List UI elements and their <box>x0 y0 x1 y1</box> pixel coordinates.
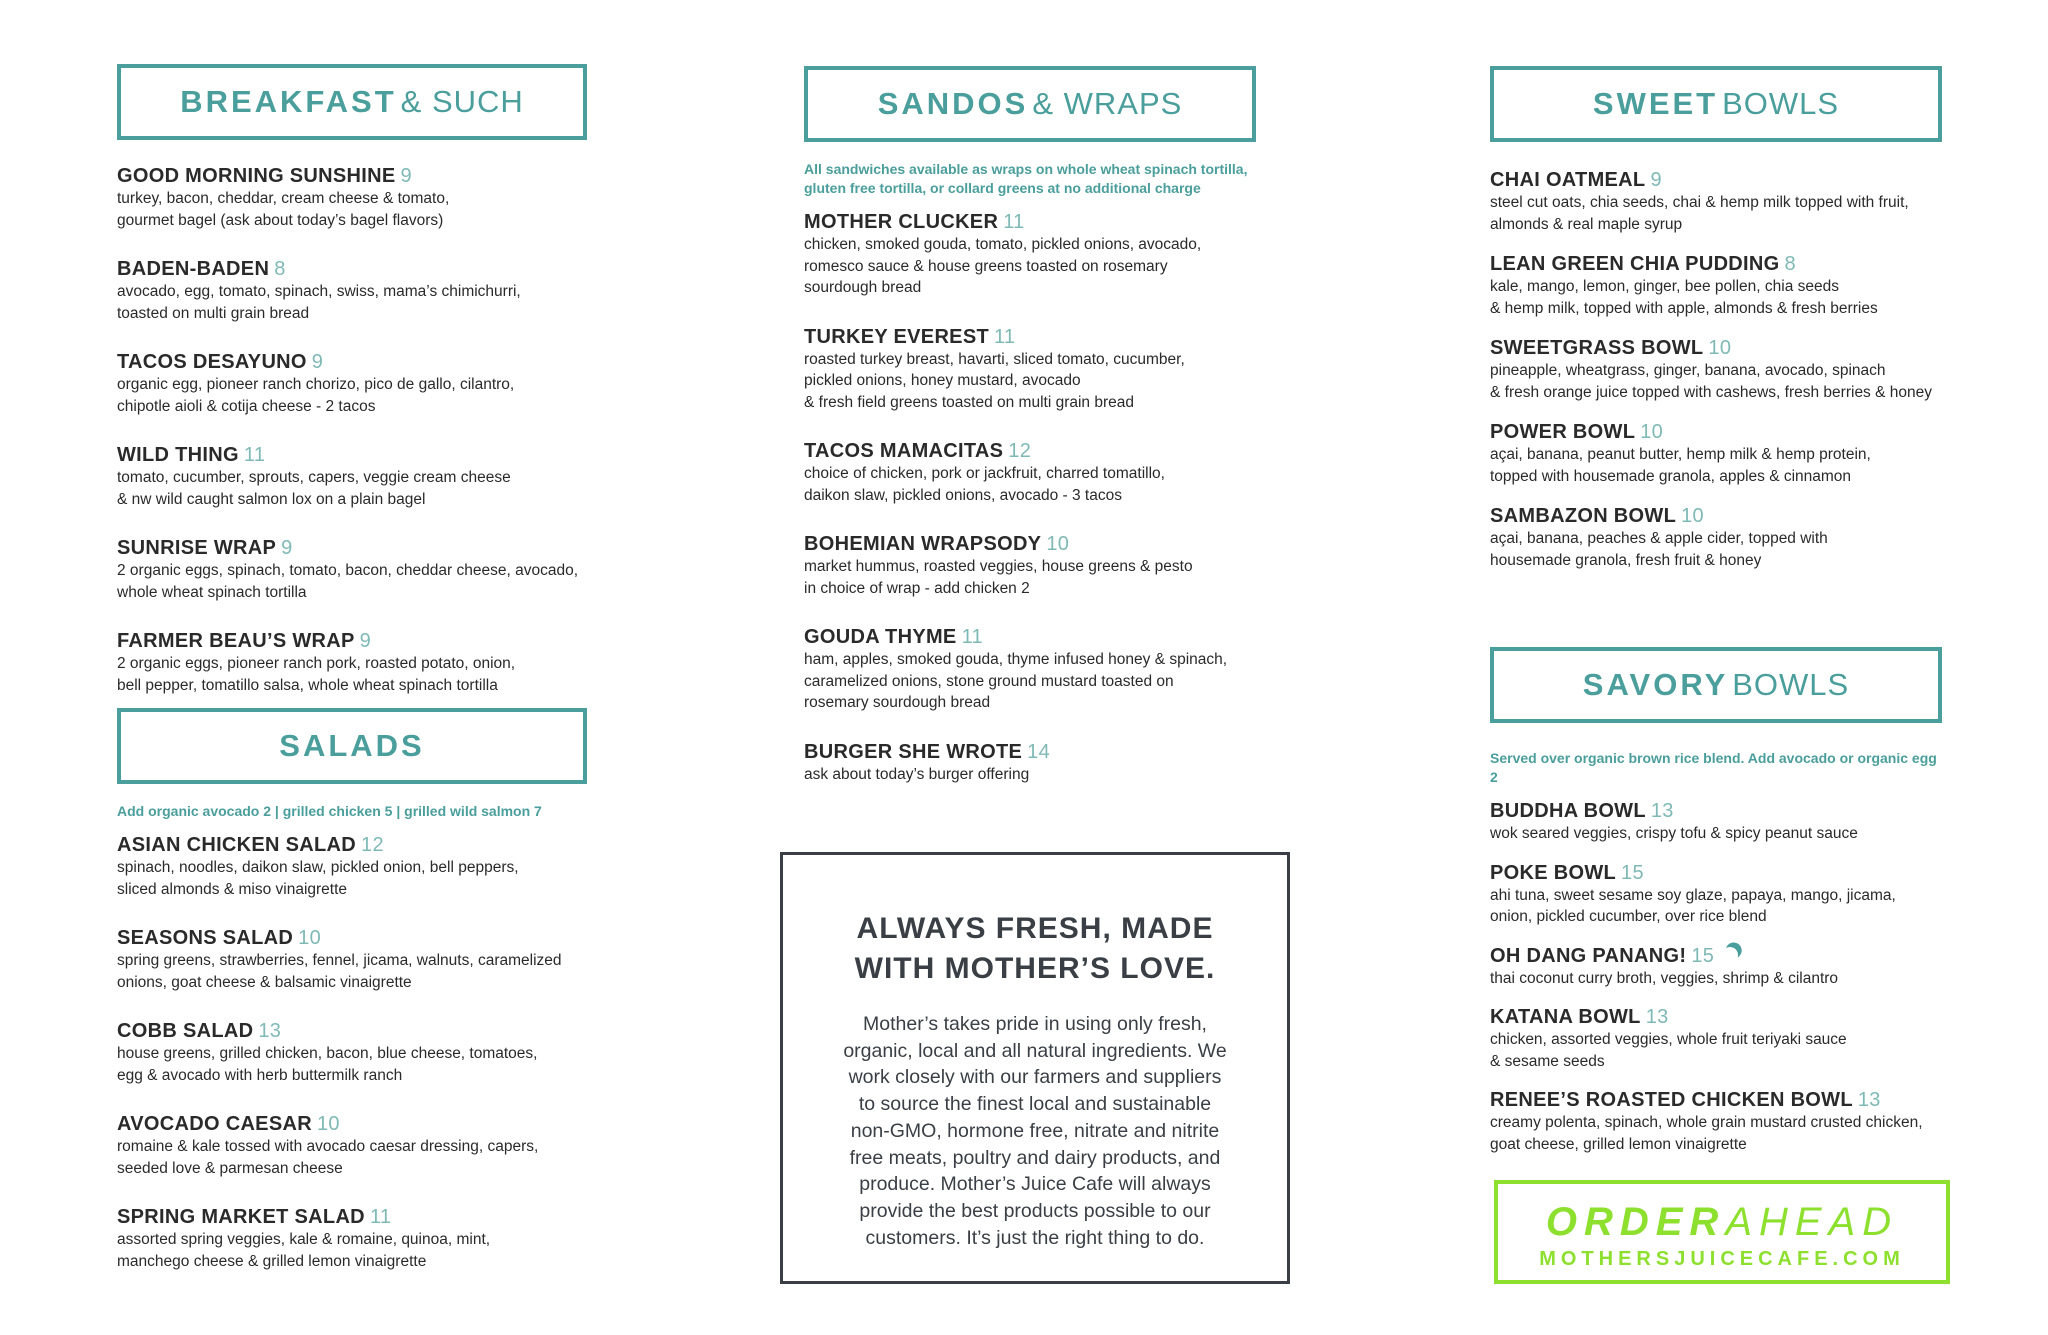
item-desc: kale, mango, lemon, ginger, bee pollen, chia seeds <box>1490 278 1839 295</box>
item-desc: sliced almonds & miso vinaigrette <box>117 880 348 898</box>
sandos-header-bold: SANDOS <box>877 86 1029 121</box>
order-ahead-light: AHEAD <box>1725 1200 1899 1244</box>
sweet-header <box>1490 66 1942 142</box>
item-price: 10 <box>316 1113 340 1135</box>
menu-item <box>117 833 587 900</box>
moon-icon <box>1720 944 1741 965</box>
item-name: SWEETGRASS BOWL <box>1490 337 1704 359</box>
item-name: GOUDA THYME <box>804 626 957 648</box>
item-desc: organic egg, pioneer ranch chorizo, pico de gallo, cilantro, <box>117 376 515 393</box>
menu-item <box>1490 504 1948 571</box>
item-desc: assorted spring veggies, kale & romaine, quinoa, mint, <box>117 1231 491 1248</box>
sweet-header-bold: SWEET <box>1592 86 1719 121</box>
item-desc: sourdough bread <box>804 279 922 296</box>
fresh-line: produce. Mother’s Juice Cafe will always <box>859 1173 1211 1196</box>
item-price: 13 <box>1645 1006 1669 1028</box>
fresh-line: organic, local and all natural ingredients. We <box>843 1039 1227 1062</box>
item-name: TURKEY EVEREST <box>804 325 989 348</box>
item-desc: chipotle aioli & cotija cheese - 2 tacos <box>117 397 376 415</box>
item-name: WILD THING <box>117 444 239 466</box>
item-name: SAMBAZON BOWL <box>1490 505 1677 527</box>
item-desc: whole wheat spinach tortilla <box>117 583 307 601</box>
menu-item <box>117 1112 587 1179</box>
item-name: BURGER SHE WROTE <box>804 740 1023 763</box>
item-desc: ham, apples, smoked gouda, thyme infused honey & spinach, <box>804 651 1228 668</box>
order-ahead-title <box>1498 1200 1946 1244</box>
item-price: 13 <box>1650 800 1674 822</box>
item-desc: romaine & kale tossed with avocado caesar dressing, capers, <box>117 1138 539 1155</box>
item-name: GOOD MORNING SUNSHINE <box>117 165 396 187</box>
item-name: BADEN-BADEN <box>117 258 270 280</box>
menu-item <box>1490 1088 1948 1155</box>
item-price: 13 <box>1857 1089 1881 1111</box>
item-desc: açai, banana, peaches & apple cider, topped with <box>1490 530 1828 547</box>
website-link[interactable]: MOTHERSJUICECAFE.COM <box>1539 1248 1905 1270</box>
fresh-line: to source the finest local and sustainable <box>858 1093 1212 1116</box>
item-desc: & hemp milk, topped with apple, almonds & fresh berries <box>1490 299 1878 317</box>
item-price: 12 <box>361 834 384 856</box>
item-desc: creamy polenta, spinach, whole grain mustard crusted chicken, <box>1490 1114 1923 1131</box>
menu-item <box>804 439 1264 506</box>
item-desc: manchego cheese & grilled lemon vinaigrette <box>117 1252 427 1270</box>
item-price: 8 <box>1784 253 1796 275</box>
menu-item <box>117 350 587 417</box>
item-desc: & fresh field greens toasted on multi grain bread <box>804 393 1134 411</box>
item-desc: 2 organic eggs, spinach, tomato, bacon, cheddar cheese, avocado, <box>117 562 578 579</box>
item-name: SUNRISE WRAP <box>117 537 277 559</box>
item-desc: onions, goat cheese & balsamic vinaigrette <box>117 973 412 991</box>
savory-note: Served over organic brown rice blend. Add avocado or organic egg 2 <box>1490 750 1937 785</box>
menu-item <box>804 210 1264 299</box>
item-desc: goat cheese, grilled lemon vinaigrette <box>1490 1135 1747 1153</box>
item-price: 10 <box>1046 533 1070 555</box>
item-desc: bell pepper, tomatillo salsa, whole wheat spinach tortilla <box>117 676 498 694</box>
breakfast-header-bold: BREAKFAST <box>180 84 397 119</box>
item-desc: 2 organic eggs, pioneer ranch pork, roasted potato, onion, <box>117 655 516 672</box>
item-price: 8 <box>274 258 286 280</box>
breakfast-header <box>117 64 587 140</box>
item-name: CHAI OATMEAL <box>1490 169 1646 191</box>
savory-header-light: BOWLS <box>1732 667 1850 702</box>
item-name: MOTHER CLUCKER <box>804 211 999 233</box>
item-name: TACOS MAMACITAS <box>804 440 1004 462</box>
fresh-body <box>817 1011 1253 1251</box>
middle-column <box>804 66 1264 785</box>
savory-header <box>1490 647 1942 723</box>
item-price: 11 <box>1003 211 1025 233</box>
menu-item <box>117 1019 587 1086</box>
item-desc: market hummus, roasted veggies, house greens & pesto <box>804 558 1193 575</box>
item-name: BOHEMIAN WRAPSODY <box>804 533 1042 555</box>
item-price: 11 <box>243 444 266 466</box>
menu-item <box>1490 168 1948 235</box>
menu-item <box>1490 799 1948 845</box>
menu-item <box>804 740 1264 786</box>
fresh-line: customers. It’s just the right thing to do. <box>865 1226 1205 1249</box>
item-price: 14 <box>1027 740 1050 763</box>
item-desc: turkey, bacon, cheddar, cream cheese & tomato, <box>117 190 450 207</box>
fresh-line: non-GMO, hormone free, nitrate and nitrite <box>850 1119 1220 1142</box>
right-column <box>1490 66 1948 1155</box>
fresh-promise-box <box>780 852 1290 1284</box>
menu-item <box>117 443 587 510</box>
item-price: 9 <box>311 351 324 373</box>
item-name: OH DANG PANANG! <box>1490 944 1687 967</box>
item-desc: ahi tuna, sweet sesame soy glaze, papaya, mango, jicama, <box>1490 886 1896 904</box>
item-desc: pineapple, wheatgrass, ginger, banana, avocado, spinach <box>1490 362 1886 379</box>
item-name: KATANA BOWL <box>1490 1006 1641 1028</box>
menu-item <box>117 926 587 993</box>
item-price: 15 <box>1621 861 1644 884</box>
item-name: FARMER BEAU’S WRAP <box>117 630 355 652</box>
item-name: RENEE’S ROASTED CHICKEN BOWL <box>1490 1089 1853 1111</box>
fresh-title: ALWAYS FRESH, MADE <box>856 912 1214 945</box>
item-desc: toasted on multi grain bread <box>117 304 310 322</box>
item-name: TACOS DESAYUNO <box>117 351 307 373</box>
item-name: LEAN GREEN CHIA PUDDING <box>1490 253 1780 275</box>
order-ahead-bold: ORDER <box>1545 1200 1726 1244</box>
item-price: 9 <box>1650 169 1662 191</box>
item-desc: in choice of wrap - add chicken 2 <box>804 579 1030 597</box>
item-desc: spring greens, strawberries, fennel, jicama, walnuts, caramelized <box>117 952 562 969</box>
item-price: 10 <box>1681 505 1704 527</box>
item-desc: & sesame seeds <box>1490 1052 1605 1070</box>
item-price: 11 <box>993 325 1016 348</box>
item-desc: & nw wild caught salmon lox on a plain bagel <box>117 490 426 508</box>
item-desc: caramelized onions, stone ground mustard toasted on <box>804 672 1174 690</box>
menu-item <box>804 532 1264 599</box>
item-desc: & fresh orange juice topped with cashews, fresh berries & honey <box>1490 383 1932 401</box>
item-desc: topped with housemade granola, apples & cinnamon <box>1490 467 1852 485</box>
menu-item <box>117 536 587 603</box>
sandos-note: gluten free tortilla, or collard greens at no additional charge <box>804 180 1201 196</box>
item-desc: chicken, smoked gouda, tomato, pickled onions, avocado, <box>804 236 1202 253</box>
item-desc: chicken, assorted veggies, whole fruit teriyaki sauce <box>1490 1031 1847 1048</box>
sweet-header-light: BOWLS <box>1722 86 1840 121</box>
item-price: 10 <box>1708 337 1732 359</box>
item-desc: açai, banana, peanut butter, hemp milk & hemp protein, <box>1490 446 1871 463</box>
item-price: 9 <box>400 165 412 187</box>
item-desc: house greens, grilled chicken, bacon, blue cheese, tomatoes, <box>117 1045 538 1062</box>
item-desc: gourmet bagel (ask about today’s bagel flavors) <box>117 211 444 229</box>
item-name: BUDDHA BOWL <box>1490 800 1646 822</box>
fresh-line: free meats, poultry and dairy products, and <box>849 1146 1221 1169</box>
sandos-header <box>804 66 1256 142</box>
item-desc: pickled onions, honey mustard, avocado <box>804 372 1081 389</box>
item-name: ASIAN CHICKEN SALAD <box>117 834 357 856</box>
order-ahead-box[interactable] <box>1494 1180 1950 1284</box>
item-desc: almonds & real maple syrup <box>1490 215 1683 233</box>
item-desc: daikon slaw, pickled onions, avocado - 3 tacos <box>804 486 1122 504</box>
item-price: 11 <box>369 1206 392 1228</box>
menu-item <box>1490 420 1948 487</box>
item-desc: seeded love & parmesan cheese <box>117 1159 343 1177</box>
menu-item <box>804 625 1264 714</box>
item-name: SPRING MARKET SALAD <box>117 1206 365 1228</box>
item-desc: rosemary sourdough bread <box>804 694 991 711</box>
menu-item <box>804 325 1264 414</box>
savory-header-bold: SAVORY <box>1582 667 1729 702</box>
item-desc: wok seared veggies, crispy tofu & spicy peanut sauce <box>1490 825 1858 842</box>
item-price: 13 <box>258 1020 282 1042</box>
item-price: 10 <box>298 927 322 949</box>
salads-header <box>117 708 587 784</box>
item-price: 9 <box>359 630 372 652</box>
item-desc: steel cut oats, chia seeds, chai & hemp milk topped with fruit, <box>1490 194 1909 211</box>
item-desc: onion, pickled cucumber, over rice blend <box>1490 908 1767 925</box>
salads-header-bold: SALADS <box>279 728 425 763</box>
fresh-line: work closely with our farmers and suppliers <box>848 1066 1222 1089</box>
item-name: POWER BOWL <box>1490 421 1636 443</box>
salads-note: Add organic avocado 2 | grilled chicken 5 | grilled wild salmon 7 <box>117 803 542 819</box>
breakfast-header-light: & SUCH <box>400 84 524 119</box>
menu-item <box>1490 336 1948 403</box>
item-desc: housemade granola, fresh fruit & honey <box>1490 551 1762 569</box>
menu-item <box>1490 944 1948 990</box>
menu-item <box>117 257 587 324</box>
item-desc: spinach, noodles, daikon slaw, pickled onion, bell peppers, <box>117 859 519 876</box>
item-desc: avocado, egg, tomato, spinach, swiss, mama’s chimichurri, <box>117 283 521 300</box>
menu-item <box>1490 861 1948 928</box>
item-desc: thai coconut curry broth, veggies, shrimp & cilantro <box>1490 969 1839 987</box>
fresh-line: provide the best products possible to our <box>859 1199 1211 1222</box>
fresh-line: Mother’s takes pride in using only fresh, <box>863 1013 1207 1035</box>
item-price: 10 <box>1640 421 1664 443</box>
item-desc: roasted turkey breast, havarti, sliced tomato, cucumber, <box>804 350 1185 368</box>
fresh-title: WITH MOTHER’S LOVE. <box>854 952 1216 985</box>
item-desc: romesco sauce & house greens toasted on rosemary <box>804 257 1168 275</box>
item-name: POKE BOWL <box>1490 861 1617 884</box>
item-name: AVOCADO CAESAR <box>117 1113 312 1135</box>
item-desc: ask about today’s burger offering <box>804 765 1030 783</box>
item-price: 12 <box>1008 440 1032 462</box>
item-price: 15 <box>1691 944 1715 967</box>
item-price: 11 <box>961 626 983 648</box>
left-column <box>117 64 587 1272</box>
sandos-header-light: & WRAPS <box>1032 86 1183 121</box>
menu-item <box>1490 1005 1948 1072</box>
menu-item <box>117 164 587 231</box>
menu-item <box>117 1205 587 1272</box>
item-desc: tomato, cucumber, sprouts, capers, veggie cream cheese <box>117 469 511 486</box>
item-desc: egg & avocado with herb buttermilk ranch <box>117 1066 403 1084</box>
menu-item <box>117 629 587 696</box>
item-price: 9 <box>281 537 293 559</box>
item-name: SEASONS SALAD <box>117 927 294 949</box>
item-name: COBB SALAD <box>117 1020 254 1042</box>
item-desc: choice of chicken, pork or jackfruit, charred tomatillo, <box>804 465 1165 482</box>
sandos-note: All sandwiches available as wraps on whole wheat spinach tortilla, <box>804 161 1248 177</box>
menu-item <box>1490 252 1948 319</box>
